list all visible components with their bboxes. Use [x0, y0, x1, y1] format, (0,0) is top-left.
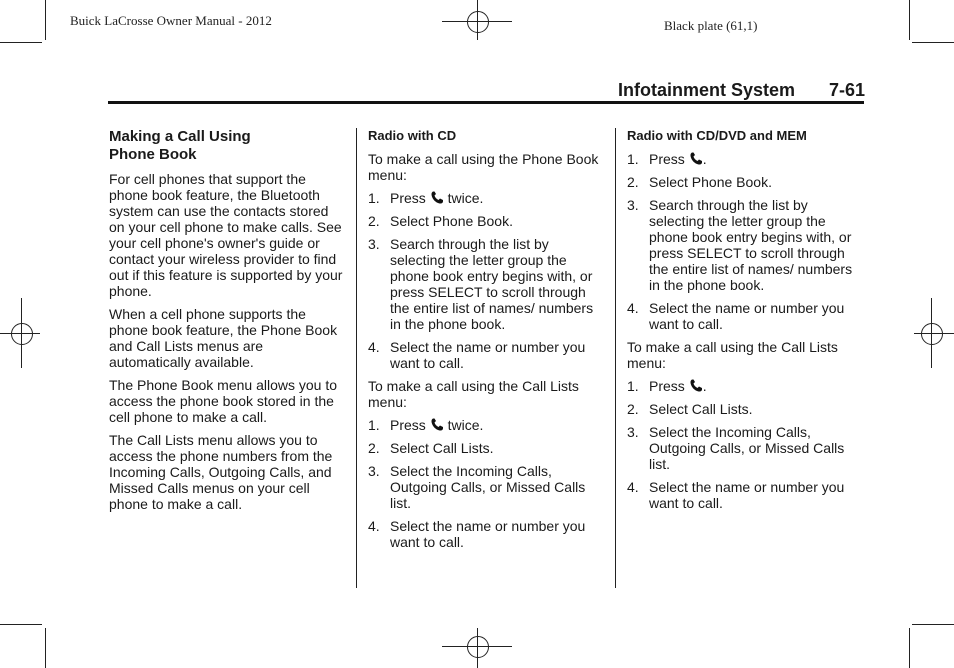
steps-list: [368, 190, 603, 371]
paragraph: The Phone Book menu allows you to access the phone book stored in the cell phone to make a call.: [109, 377, 338, 425]
crop-mark: [912, 624, 954, 625]
list-item: 4. Select the name or number you want to call.: [368, 339, 586, 371]
paragraph: When a cell phone supports the phone book feature, the Phone Book and Call Lists menus are automatically available.: [109, 306, 338, 370]
phone-handset-icon: [431, 418, 443, 431]
list-item: 1. Press .: [627, 378, 707, 394]
manual-title: Buick LaCrosse Owner Manual - 2012: [70, 13, 272, 28]
crop-mark: [45, 628, 46, 668]
section-title: Infotainment System: [617, 80, 795, 100]
crop-mark: [909, 628, 910, 668]
phone-handset-icon: [690, 152, 702, 165]
paragraph: The Call Lists menu allows you to access the phone numbers from the Incoming Calls, Outgoing Calls, and Missed Calls menus on your cell phone to make a call.: [109, 432, 333, 512]
crop-mark: [0, 42, 42, 43]
list-item: 4. Select the name or number you want to call.: [368, 518, 586, 550]
list-item: 2. Select Phone Book.: [627, 174, 772, 190]
list-item: 3. Search through the list by selecting the letter group the phone book entry begins with, or press SELECT to scroll through the entire list of names/ numbers in the phone book.: [368, 236, 594, 332]
phone-handset-icon: [690, 379, 702, 392]
list-item: 4. Select the name or number you want to call.: [627, 300, 845, 332]
paragraph: For cell phones that support the phone book feature, the Bluetooth system can use the contacts stored on your cell phone to make calls. See your cell phone's owner's guide or contact your wireless provider to find out if this feature is supported by your phone.: [109, 171, 343, 299]
list-item: 3. Search through the list by selecting the letter group the phone book entry begins with, or press SELECT to scroll through the entire list of names/ numbers in the phone book.: [627, 197, 853, 293]
list-item: 1. Press twice.: [368, 417, 484, 433]
steps-list: [627, 378, 862, 511]
column-3: [627, 128, 862, 518]
page-number: 7-61: [829, 80, 866, 100]
steps-list: [627, 151, 862, 332]
phone-handset-icon: [431, 191, 443, 204]
crop-mark: [45, 0, 46, 40]
crop-mark: [912, 42, 954, 43]
intro-text: To make a call using the Phone Book menu:: [368, 151, 599, 183]
column-2: [368, 128, 603, 557]
list-item: 4. Select the name or number you want to call.: [627, 479, 845, 511]
list-item: 2. Select Phone Book.: [368, 213, 513, 229]
crop-mark: [0, 624, 42, 625]
list-item: 3. Select the Incoming Calls, Outgoing Calls, or Missed Calls list.: [368, 463, 586, 511]
list-item: 2. Select Call Lists.: [368, 440, 494, 456]
intro-text: To make a call using the Call Lists menu:: [627, 339, 838, 371]
list-item: 1. Press twice.: [368, 190, 484, 206]
list-item: 1. Press .: [627, 151, 707, 167]
subheading: Radio with CD/DVD and MEM: [627, 128, 807, 143]
header-rule: [108, 101, 864, 104]
plate-label: Black plate (61,1): [664, 18, 758, 33]
column-1: [109, 128, 345, 519]
list-item: 2. Select Call Lists.: [627, 401, 753, 417]
column-rule: [615, 128, 616, 588]
column-rule: [356, 128, 357, 588]
crop-mark: [909, 0, 910, 40]
steps-list: [368, 417, 603, 550]
list-item: 3. Select the Incoming Calls, Outgoing Calls, or Missed Calls list.: [627, 424, 845, 472]
intro-text: To make a call using the Call Lists menu:: [368, 378, 579, 410]
subheading: Radio with CD: [368, 128, 457, 143]
section-heading: Making a Call Using Phone Book: [109, 128, 251, 163]
